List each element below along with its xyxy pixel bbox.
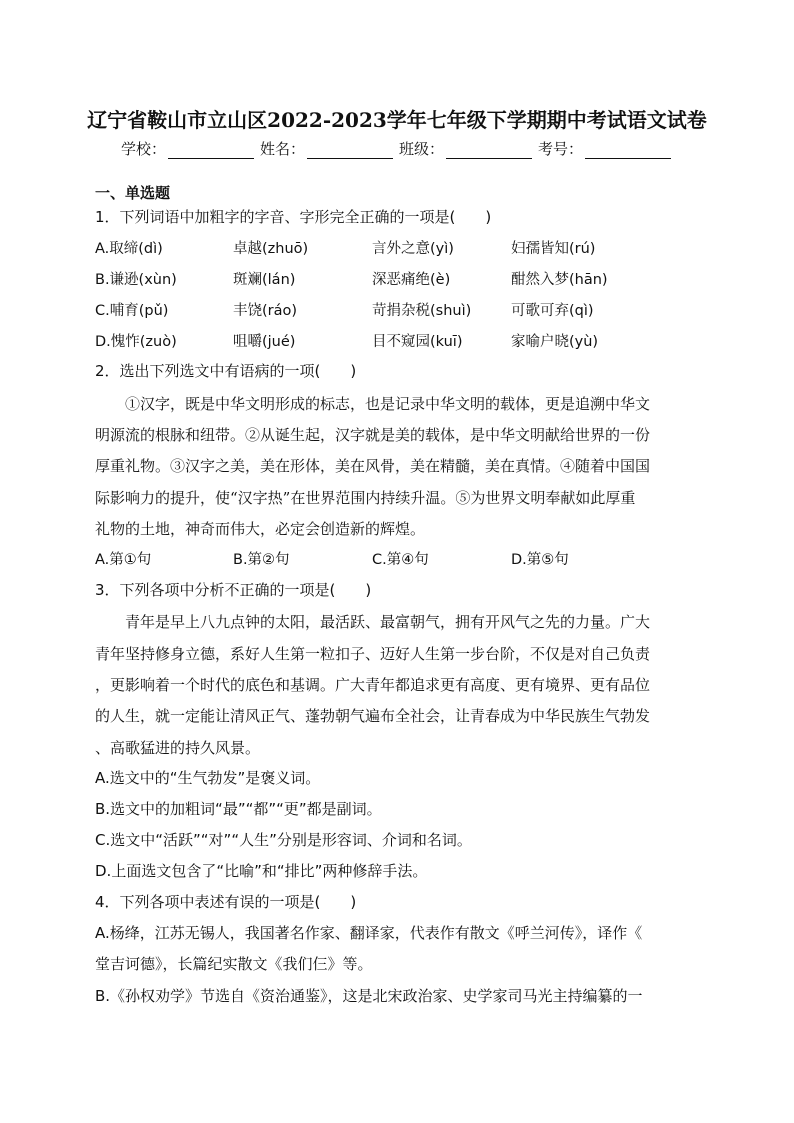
q2-stem: 2．选出下列选文中有语病的一项( ): [95, 362, 357, 380]
q1-b-3: 深恶痛绝(è): [372, 272, 451, 288]
q3-passage-line-1: 青年是早上八九点钟的太阳，最活跃、最富朝气，拥有开风气之先的力量。广大: [125, 613, 651, 631]
q2-choice-d: D.第⑤句: [511, 552, 569, 568]
q4-line-2: 堂吉诃德》，长篇纪实散文《我们仨》等。: [95, 955, 373, 973]
name-label: 姓名：: [259, 140, 305, 158]
q1-b-2: 斑斓(lán): [233, 272, 296, 288]
q2-passage-line-1: ①汉字，既是中华文明形成的标志，也是记录中华文明的载体，更是追溯中华文: [125, 395, 651, 413]
q3-option-d: D.上面选文包含了“比喻”和“排比”两种修辞手法。: [95, 862, 428, 880]
q3-option-b: B.选文中的加粗词“最”“都”“更”都是副词。: [95, 800, 382, 818]
q2-passage-line-5: 礼物的土地，神奇而伟大，必定会创造新的辉煌。: [95, 520, 426, 538]
page-title: 辽宁省鞍山市立山区2022-2023学年七年级下学期期中考试语文试卷: [87, 108, 707, 132]
q1-a-1: A.取缔(dì): [95, 241, 163, 257]
q4-line-1: A.杨绛，江苏无锡人，我国著名作家、翻译家，代表作有散文《呼兰河传》，译作《: [95, 924, 643, 942]
school-blank[interactable]: [168, 143, 254, 159]
q3-passage-line-5: 、高歌猛进的持久风景。: [95, 739, 261, 757]
q3-stem: 3．下列各项中分析不正确的一项是( ): [95, 581, 372, 599]
q3-option-c: C.选文中“活跃”“对”“人生”分别是形容词、介词和名词。: [95, 831, 472, 849]
q1-c-1: C.哺育(pǔ): [95, 303, 169, 319]
q4-stem: 4．下列各项中表述有误的一项是( ): [95, 893, 357, 911]
q3-passage-line-2: 青年坚持修身立德，系好人生第一粒扣子、迈好人生第一步台阶，不仅是对自己负责: [95, 645, 651, 663]
name-blank[interactable]: [307, 143, 393, 159]
q2-choice-b: B.第②句: [233, 552, 290, 568]
q2-passage-line-3: 厚重礼物。③汉字之美，美在形体，美在风骨，美在精髓，美在真情。④随着中国国: [95, 457, 651, 475]
q2-choice-c: C.第④句: [372, 552, 429, 568]
q1-b-1: B.谦逊(xùn): [95, 272, 177, 288]
section-heading: 一、单选题: [95, 184, 171, 202]
q1-d-2: 咀嚼(jué): [233, 334, 296, 350]
class-blank[interactable]: [446, 143, 532, 159]
q1-c-4: 可歌可弃(qì): [511, 303, 594, 319]
q3-option-a: A.选文中的“生气勃发”是褒义词。: [95, 769, 321, 787]
q2-passage-line-4: 际影响力的提升，使“汉字热”在世界范围内持续升温。⑤为世界文明奉献如此厚重: [95, 489, 636, 507]
q1-a-2: 卓越(zhuō): [233, 241, 309, 257]
number-label: 考号：: [538, 140, 584, 158]
student-info-line: [0, 138, 794, 159]
q1-b-4: 酣然入梦(hān): [511, 272, 608, 288]
q1-a-3: 言外之意(yì): [372, 241, 454, 257]
q3-passage-line-4: 的人生，就一定能让清风正气、蓬勃朝气遍布全社会，让青春成为中华民族生气勃发: [95, 707, 651, 725]
q2-passage-line-2: 明源流的根脉和纽带。②从诞生起，汉字就是美的载体，是中华文明献给世界的一份: [95, 426, 651, 444]
q3-passage-line-3: ，更影响着一个时代的底色和基调。广大青年都追求更有高度、更有境界、更有品位: [95, 676, 651, 694]
q2-choice-a: A.第①句: [95, 552, 152, 568]
number-blank[interactable]: [585, 143, 671, 159]
class-label: 班级：: [399, 140, 445, 158]
q1-stem: 1．下列词语中加粗字的字音、字形完全正确的一项是( ): [95, 208, 492, 226]
q4-line-3: B.《孙权劝学》节选自《资治通鉴》，这是北宋政治家、史学家司马光主持编纂的一: [95, 987, 643, 1005]
q1-c-2: 丰饶(ráo): [233, 303, 298, 319]
school-label: 学校：: [120, 140, 166, 158]
q1-d-4: 家喻户晓(yù): [511, 334, 599, 350]
q1-a-4: 妇孺皆知(rú): [511, 241, 596, 257]
q1-d-3: 目不窥园(kuī): [372, 334, 463, 350]
q1-c-3: 苛捐杂税(shuì): [372, 303, 472, 319]
q1-d-1: D.愧怍(zuò): [95, 334, 177, 350]
